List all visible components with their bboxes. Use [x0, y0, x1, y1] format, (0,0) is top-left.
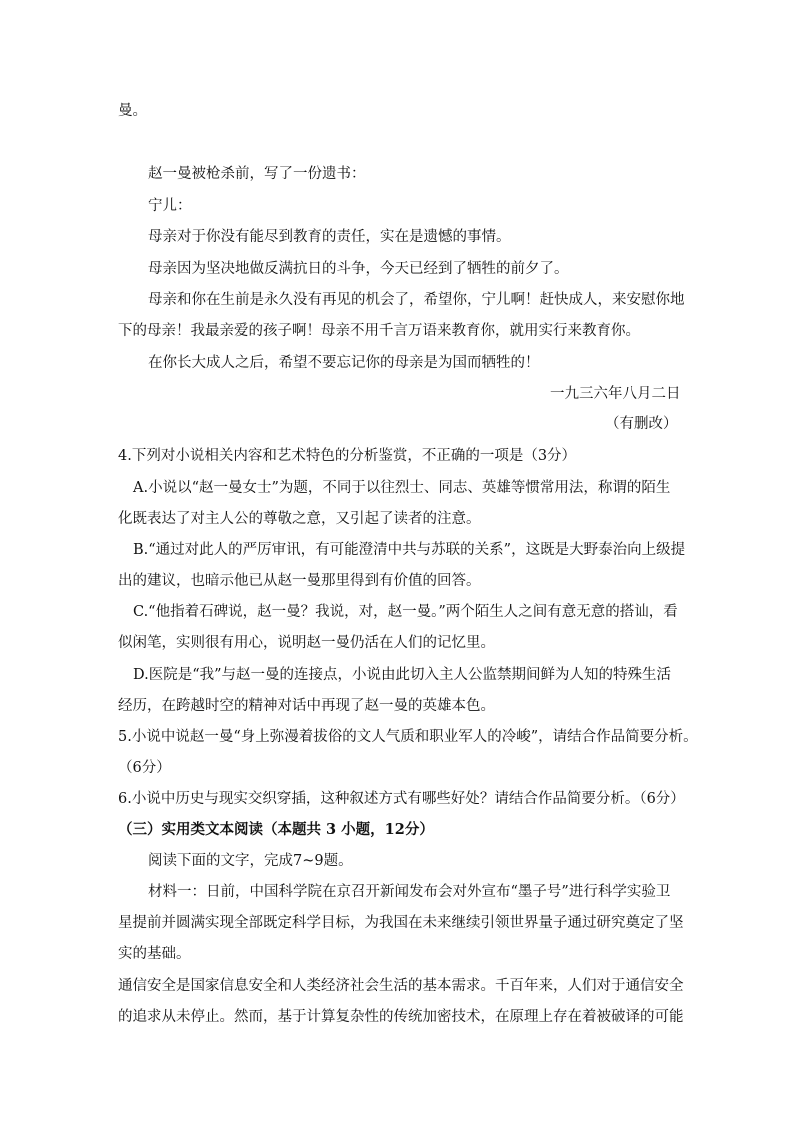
- option-d: D.医院是“我”与赵一曼的连接点，小说由此切入主人公监禁期间鲜为人知的特殊生活: [133, 667, 672, 683]
- text-line: 的追求从未停止。然而，基于计算复杂性的传统加密技术，在原理上存在着被破译的可能: [118, 1009, 684, 1025]
- text-line: 通信安全是国家信息安全和人类经济社会生活的基本需求。千百年来，人们对于通信安全: [118, 978, 684, 994]
- text-line: 材料一：日前，中国科学院在京召开新闻发布会对外宣布“墨子号”进行科学实验卫: [148, 884, 671, 900]
- text-line: 母亲因为坚决地做反满抗日的斗争，今天已经到了牺牲的前夕了。: [148, 261, 569, 277]
- option-c: C.“他指着石碑说，赵一曼？我说，对，赵一曼。”两个陌生人之间有意无意的搭讪，看: [133, 604, 678, 620]
- option-a-cont: 化既表达了对主人公的尊敬之意，又引起了读者的注意。: [118, 511, 481, 527]
- option-d-cont: 经历，在跨越时空的精神对话中再现了赵一曼的英雄本色。: [118, 698, 495, 714]
- text-line: 在你长大成人之后，希望不要忘记你的母亲是为国而牺牲的！: [148, 355, 540, 371]
- source-note: （有删改）: [605, 416, 678, 432]
- question-5-score: （6分）: [118, 760, 171, 776]
- letter-date: 一九三六年八月二日: [550, 386, 681, 402]
- option-c-cont: 似闲笔，实则很有用心，说明赵一曼仍活在人们的记忆里。: [118, 635, 495, 651]
- text-line: 下的母亲！我最亲爱的孩子啊！母亲不用千言万语来教育你，就用实行来教育你。: [118, 323, 640, 339]
- question-5: 5.小说中说赵一曼“身上弥漫着拔俗的文人气质和职业军人的冷峻”，请结合作品简要分析。: [118, 729, 698, 745]
- option-b: B.“通过对此人的严厉审讯，有可能澄清中共与苏联的关系”，这既是大野泰治向上级提: [133, 542, 686, 558]
- section-heading: （三）实用类文本阅读（本题共 3 小题，12分）: [118, 821, 434, 838]
- question-4: 4.下列对小说相关内容和艺术特色的分析鉴赏，不正确的一项是（3分）: [118, 448, 577, 464]
- text-line: 赵一曼被枪杀前，写了一份遗书：: [148, 166, 366, 182]
- text-line: 宁儿：: [148, 198, 192, 214]
- text-line: 母亲和你在生前是永久没有再见的机会了，希望你，宁儿啊！赶快成人，来安慰你地: [148, 292, 685, 308]
- text-line: 实的基础。: [118, 946, 191, 962]
- text-line: 母亲对于你没有能尽到教育的责任，实在是遗憾的事情。: [148, 229, 511, 245]
- question-6: 6.小说中历史与现实交织穿插，这种叙述方式有哪些好处？请结合作品简要分析。（6分）: [118, 791, 685, 807]
- instruction: 阅读下面的文字，完成7~9题。: [148, 853, 353, 869]
- text-line: 曼。: [118, 103, 147, 119]
- text-line: 星提前并圆满实现全部既定科学目标，为我国在未来继续引领世界量子通过研究奠定了坚: [118, 915, 684, 931]
- option-b-cont: 出的建议，也暗示他已从赵一曼那里得到有价值的回答。: [118, 573, 481, 589]
- option-a: A.小说以“赵一曼女士”为题，不同于以往烈士、同志、英雄等惯常用法，称谓的陌生: [133, 480, 671, 496]
